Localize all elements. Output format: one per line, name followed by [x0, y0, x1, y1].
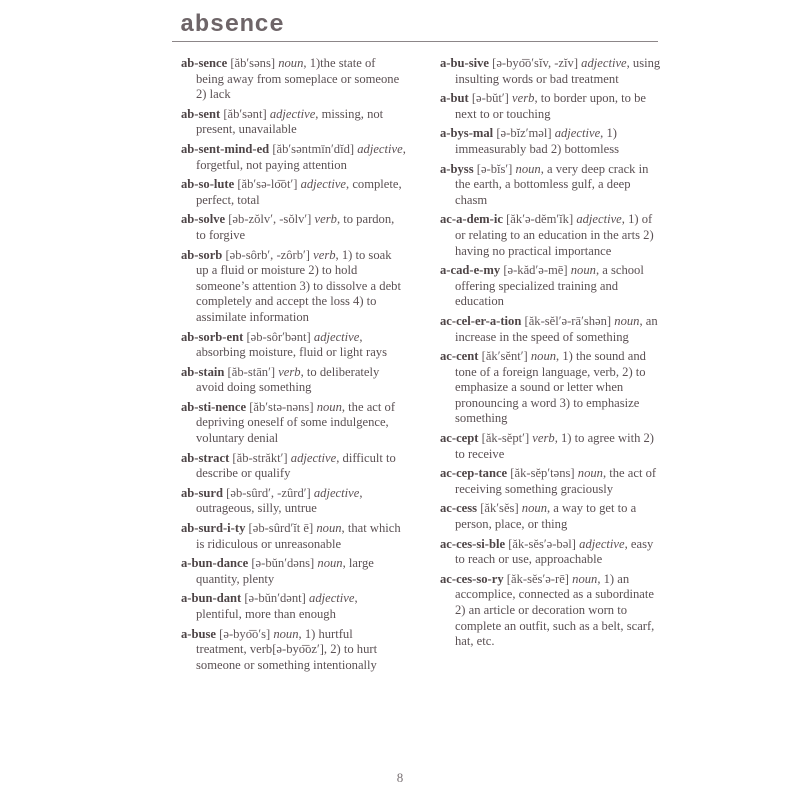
definition: , a very deep crack in the earth, a bottomless gulf, a deep chasm	[455, 161, 649, 207]
dictionary-entry	[440, 349, 662, 427]
headword: ab-sorb-ent	[181, 329, 244, 344]
right-column	[440, 56, 662, 654]
headword: ab-solve	[181, 212, 226, 227]
pronunciation: [ăk-sĕl′ə-rā′shən]	[524, 313, 612, 328]
definition: , a way to get to a person, place, or thing	[455, 501, 637, 532]
definition: , 1) of or relating to an education in the arts 2) having no practical importance	[455, 212, 654, 258]
dictionary-entry	[440, 572, 662, 650]
part-of-speech: adjective	[313, 485, 360, 500]
definition: , 1)the state of being away from someplace or someone 2) lack	[196, 56, 400, 102]
dictionary-entry	[181, 248, 406, 326]
part-of-speech: adjective	[269, 106, 316, 121]
pronunciation: [ăk′sĕs]	[480, 501, 519, 516]
pronunciation: [ăk′ə-dĕm′ĭk]	[506, 212, 574, 227]
headword: a-buse	[181, 626, 216, 641]
dictionary-entry	[440, 314, 662, 345]
definition: , using insulting words or bad treatment	[455, 56, 661, 86]
pronunciation: [ə-bĭs′]	[476, 161, 513, 176]
headword: ac-cent	[440, 349, 479, 364]
headword: ab-sent	[181, 106, 221, 121]
dictionary-entry	[181, 591, 406, 622]
dictionary-entry	[440, 431, 662, 462]
headword: ac-ces-so-ry	[440, 571, 504, 586]
dictionary-entry	[440, 91, 662, 122]
part-of-speech: noun	[572, 571, 598, 586]
part-of-speech: noun	[317, 556, 343, 571]
pronunciation: [ăk-sĕpt′]	[481, 431, 530, 446]
dictionary-entry	[440, 466, 662, 497]
headword: a-bys-mal	[440, 126, 494, 141]
definition: , 1) the sound and tone of a foreign language, verb, 2) to emphasize a sound or letter when pronouncing a word 3) to emphasize something	[455, 349, 646, 426]
pronunciation: [ăk-sĕs′ə-bəl]	[508, 536, 576, 551]
dictionary-entry	[440, 263, 662, 310]
definition: , 1) to soak up a fluid or moisture 2) to hold someone’s attention 3) to dissolve a debt completely and accept the loss 4) to assimilate information	[196, 247, 401, 324]
definition: , a school offering specialized training and education	[455, 263, 644, 309]
part-of-speech: noun	[614, 313, 640, 328]
definition: , 1) immeasurably bad 2) bottomless	[455, 126, 620, 156]
headword: ab-sorb	[181, 247, 223, 262]
headword: ab-stain	[181, 364, 225, 379]
headword: ab-surd	[181, 485, 223, 500]
part-of-speech: noun	[577, 466, 603, 481]
pronunciation: [əb-sôr′bənt]	[246, 329, 311, 344]
part-of-speech: adjective	[576, 212, 622, 227]
definition: , 1) to agree with 2) to receive	[455, 431, 655, 461]
pronunciation: [ə-byo͞o′sĭv, -zĭv]	[492, 56, 579, 70]
pronunciation: [ə-bŭt′]	[471, 91, 509, 106]
dictionary-entry	[440, 501, 662, 532]
headword: ac-cel-er-a-tion	[440, 313, 522, 328]
part-of-speech: adjective	[300, 177, 347, 192]
definition: , forgetful, not paying attention	[196, 141, 406, 172]
definition: , absorbing moisture, fluid or light rays	[196, 329, 387, 360]
definition: , 1) hurtful treatment, verb[ə-byo͞oz′], 2) to hurt someone or something intentionally	[196, 626, 378, 672]
part-of-speech: verb	[512, 91, 535, 106]
definition: , large quantity, plenty	[196, 556, 374, 586]
dictionary-entry	[440, 56, 662, 87]
definition: , to pardon, to forgive	[196, 212, 395, 242]
header-divider	[172, 41, 658, 42]
pronunciation: [ə-bŭn′dənt]	[244, 591, 306, 606]
part-of-speech: verb	[532, 431, 555, 446]
pronunciation: [əb-sûrd′ĭt ē]	[248, 521, 314, 536]
definition: , difficult to describe or qualify	[196, 450, 396, 481]
left-column	[181, 56, 406, 677]
definition: , 1) an accomplice, connected as a subordinate 2) an article or decoration worn to complete an outfit, such as a belt, scarf, hat, etc.	[455, 571, 655, 649]
dictionary-entry	[181, 177, 406, 208]
part-of-speech: verb	[313, 247, 336, 262]
dictionary-entry	[440, 162, 662, 209]
dictionary-entry	[181, 56, 406, 103]
headword: ac-cept	[440, 431, 479, 446]
definition: , to border upon, to be next to or touching	[455, 91, 647, 121]
part-of-speech: noun	[570, 263, 596, 278]
part-of-speech: noun	[521, 501, 547, 516]
headword: ab-sent-mind-ed	[181, 141, 270, 156]
headword: a-bun-dance	[181, 556, 249, 571]
dictionary-entry	[181, 330, 406, 361]
pronunciation: [əb-sûrd′, -zûrd′]	[226, 485, 311, 500]
definition: , easy to reach or use, approachable	[455, 536, 654, 567]
headword: a-bun-dant	[181, 591, 242, 606]
headword: a-cad-e-my	[440, 263, 501, 278]
headword: a-byss	[440, 161, 474, 176]
dictionary-entry	[181, 400, 406, 447]
definition: , plentiful, more than enough	[196, 591, 358, 621]
headword: a-bu-sive	[440, 56, 489, 70]
definition: , to deliberately avoid doing something	[196, 364, 380, 395]
definition: , complete, perfect, total	[196, 177, 402, 207]
headword: ab-stract	[181, 450, 230, 465]
dictionary-entry	[181, 365, 406, 396]
pronunciation: [ăk-sĕs′ə-rē]	[506, 571, 569, 586]
pronunciation: [ăk-sĕp′təns]	[510, 466, 575, 481]
headword: ab-sti-nence	[181, 399, 247, 414]
part-of-speech: adjective	[290, 450, 337, 465]
dictionary-entry	[181, 212, 406, 243]
part-of-speech: noun	[316, 399, 342, 414]
part-of-speech: noun	[316, 521, 342, 536]
headword: ac-cep-tance	[440, 466, 508, 481]
definition: , outrageous, silly, untrue	[196, 485, 363, 516]
pronunciation: [ə-bĭz′məl]	[496, 126, 552, 141]
dictionary-entry	[181, 142, 406, 173]
page-number: 8	[396, 770, 404, 785]
dictionary-entry	[181, 107, 406, 138]
definition: , missing, not present, unavailable	[196, 106, 384, 137]
pronunciation: [ăb-străkt′]	[232, 450, 288, 465]
headword: ac-ces-si-ble	[440, 536, 506, 551]
pronunciation: [ăb′səntmīn′dĭd]	[272, 141, 355, 156]
pronunciation: [ə-kăd′ə-mē]	[503, 263, 568, 278]
pronunciation: [ăb′səns]	[230, 56, 276, 70]
dictionary-entry	[440, 126, 662, 157]
dictionary-entry	[181, 556, 406, 587]
part-of-speech: adjective	[581, 56, 627, 70]
headword: ac-a-dem-ic	[440, 212, 503, 227]
part-of-speech: noun	[273, 626, 299, 641]
dictionary-entry	[181, 627, 406, 674]
dictionary-entry	[181, 451, 406, 482]
part-of-speech: adjective	[309, 591, 355, 606]
pronunciation: [ə-bŭn′dəns]	[251, 556, 315, 571]
headword: ab-sence	[181, 56, 228, 70]
pronunciation: [əb-sôrb′, -zôrb′]	[225, 247, 310, 262]
headword: ab-so-lute	[181, 177, 235, 192]
pronunciation: [ăk′sĕnt′]	[481, 349, 528, 364]
definition: , that which is ridiculous or unreasonable	[196, 521, 401, 551]
running-header-word: absence	[180, 12, 285, 39]
pronunciation: [ăb′sə-lo͞ot′]	[237, 177, 298, 192]
part-of-speech: adjective	[313, 329, 360, 344]
part-of-speech: adjective	[554, 126, 601, 141]
part-of-speech: noun	[278, 56, 304, 70]
part-of-speech: noun	[530, 349, 557, 364]
part-of-speech: adjective	[579, 536, 625, 551]
part-of-speech: verb	[278, 364, 301, 379]
pronunciation: [əb-zŏlv′, -sŏlv′]	[228, 212, 312, 227]
dictionary-entry	[181, 486, 406, 517]
pronunciation: [ə-byo͞o′s]	[219, 626, 271, 641]
headword: ac-cess	[440, 501, 478, 516]
part-of-speech: verb	[314, 212, 337, 227]
dictionary-entry	[440, 537, 662, 568]
pronunciation: [ăb′sənt]	[223, 106, 267, 121]
part-of-speech: noun	[515, 161, 541, 176]
part-of-speech: adjective	[357, 141, 403, 156]
definition: , the act of receiving something graciously	[455, 466, 657, 496]
definition: , an increase in the speed of something	[455, 313, 658, 344]
pronunciation: [ăb′stə-nəns]	[249, 399, 314, 414]
dictionary-entry	[440, 212, 662, 259]
pronunciation: [ăb-stān′]	[227, 364, 276, 379]
headword: ab-surd-i-ty	[181, 521, 246, 536]
dictionary-entry	[181, 521, 406, 552]
definition: , the act of depriving oneself of some indulgence, voluntary denial	[196, 399, 396, 446]
headword: a-but	[440, 91, 469, 106]
